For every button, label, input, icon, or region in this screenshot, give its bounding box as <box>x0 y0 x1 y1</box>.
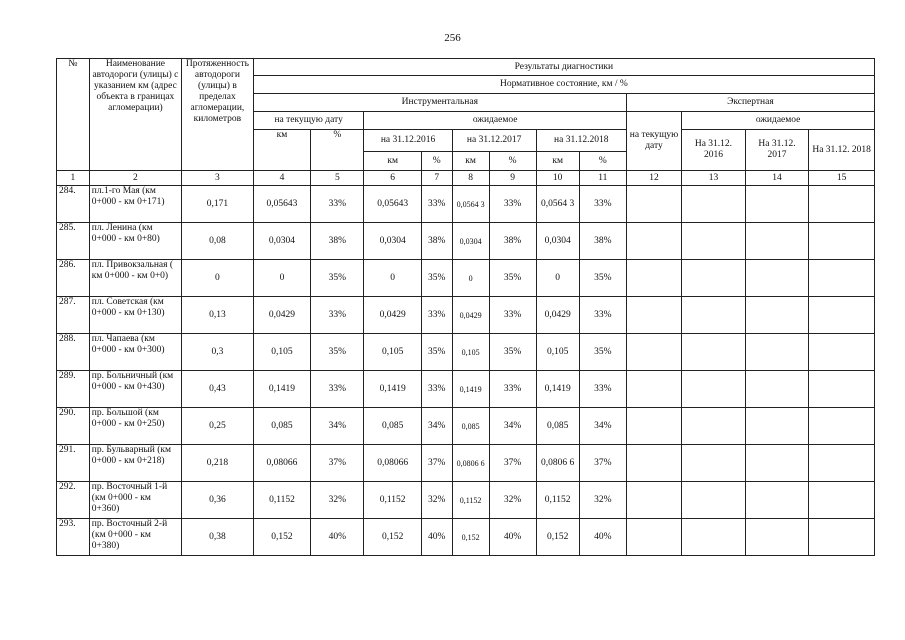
expert-cell <box>682 223 746 260</box>
header-normative: Нормативное состояние, км / % <box>253 76 874 94</box>
km-2016: 0,05643 <box>364 186 421 223</box>
expert-cell <box>809 223 875 260</box>
km-2018: 0 <box>536 260 579 297</box>
road-length: 0,171 <box>182 186 254 223</box>
row-number: 292. <box>57 482 90 519</box>
pct-2017: 37% <box>489 445 536 482</box>
col-number: 8 <box>452 171 489 186</box>
expert-cell <box>682 186 746 223</box>
road-name: пл. Чапаева (км 0+000 - км 0+300) <box>89 334 181 371</box>
pct-2017: 33% <box>489 297 536 334</box>
row-number: 285. <box>57 223 90 260</box>
pct-2016: 35% <box>421 260 452 297</box>
expert-cell <box>745 519 809 556</box>
col-number: 5 <box>311 171 364 186</box>
pct-2017: 35% <box>489 334 536 371</box>
header-name: Наименование автодороги (улицы) с указанием км (адрес объекта в границах агломерации) <box>89 59 181 171</box>
header-expert: Экспертная <box>626 94 874 112</box>
expert-cell <box>745 186 809 223</box>
expert-cell <box>682 260 746 297</box>
road-name: пл. Ленина (км 0+000 - км 0+80) <box>89 223 181 260</box>
expert-cell <box>626 482 681 519</box>
header-km: км <box>253 130 310 171</box>
km-2018: 0,1152 <box>536 482 579 519</box>
km-current: 0,0304 <box>253 223 310 260</box>
col-number: 12 <box>626 171 681 186</box>
expert-cell <box>682 445 746 482</box>
table-row <box>57 334 875 371</box>
expert-cell <box>682 519 746 556</box>
header-date-2017: на 31.12.2017 <box>452 130 536 152</box>
header-km-2017: км <box>452 152 489 171</box>
col-number: 9 <box>489 171 536 186</box>
table-row <box>57 260 875 297</box>
header-expert-current: на текущую дату <box>626 112 681 171</box>
col-number: 14 <box>745 171 809 186</box>
pct-2018: 34% <box>579 408 626 445</box>
expert-cell <box>809 186 875 223</box>
pct-2018: 33% <box>579 371 626 408</box>
expert-cell <box>745 260 809 297</box>
header-no: № <box>57 59 90 171</box>
col-number: 1 <box>57 171 90 186</box>
road-length: 0,25 <box>182 408 254 445</box>
pct-2018: 33% <box>579 186 626 223</box>
km-2018: 0,105 <box>536 334 579 371</box>
expert-cell <box>809 260 875 297</box>
diagnostics-table <box>56 58 875 556</box>
expert-cell <box>745 223 809 260</box>
expert-cell <box>682 297 746 334</box>
pct-current: 40% <box>311 519 364 556</box>
header-date-2018: на 31.12.2018 <box>536 130 626 152</box>
km-2018: 0,0304 <box>536 223 579 260</box>
km-2016: 0,1419 <box>364 371 421 408</box>
column-number-row <box>57 171 875 186</box>
pct-current: 37% <box>311 445 364 482</box>
km-2017: 0,085 <box>452 408 489 445</box>
pct-2016: 33% <box>421 371 452 408</box>
km-2016: 0,152 <box>364 519 421 556</box>
header-pct-2018: % <box>579 152 626 171</box>
expert-cell <box>745 297 809 334</box>
expert-cell <box>809 371 875 408</box>
pct-2018: 35% <box>579 334 626 371</box>
km-2018: 0,085 <box>536 408 579 445</box>
header-pct: % <box>311 130 364 171</box>
expert-cell <box>682 408 746 445</box>
km-2017: 0,0429 <box>452 297 489 334</box>
km-current: 0,152 <box>253 519 310 556</box>
row-number: 284. <box>57 186 90 223</box>
table-row <box>57 186 875 223</box>
table-row <box>57 408 875 445</box>
pct-2017: 33% <box>489 371 536 408</box>
header-exp-2017: На 31.12. 2017 <box>745 130 809 171</box>
road-length: 0,3 <box>182 334 254 371</box>
col-number: 15 <box>809 171 875 186</box>
km-current: 0,1152 <box>253 482 310 519</box>
header-date-2016: на 31.12.2016 <box>364 130 452 152</box>
pct-current: 35% <box>311 334 364 371</box>
pct-2017: 34% <box>489 408 536 445</box>
km-2018: 0,152 <box>536 519 579 556</box>
expert-cell <box>626 297 681 334</box>
expert-cell <box>682 482 746 519</box>
km-2016: 0,085 <box>364 408 421 445</box>
road-name: пр. Бульварный (км 0+000 - км 0+218) <box>89 445 181 482</box>
road-length: 0,38 <box>182 519 254 556</box>
road-name: пл. Привокзальная ( км 0+000 - км 0+0) <box>89 260 181 297</box>
expert-cell <box>745 334 809 371</box>
row-number: 293. <box>57 519 90 556</box>
pct-2016: 33% <box>421 297 452 334</box>
table-row <box>57 371 875 408</box>
expert-cell <box>745 482 809 519</box>
km-2018: 0,1419 <box>536 371 579 408</box>
pct-2017: 32% <box>489 482 536 519</box>
road-length: 0,43 <box>182 371 254 408</box>
expert-cell <box>626 445 681 482</box>
km-current: 0,05643 <box>253 186 310 223</box>
col-number: 2 <box>89 171 181 186</box>
col-number: 3 <box>182 171 254 186</box>
expert-cell <box>809 445 875 482</box>
header-expert-expected: ожидаемое <box>682 112 875 130</box>
km-2017: 0,0304 <box>452 223 489 260</box>
table-row <box>57 482 875 519</box>
km-current: 0 <box>253 260 310 297</box>
km-2016: 0,08066 <box>364 445 421 482</box>
km-2018: 0,0429 <box>536 297 579 334</box>
pct-2018: 33% <box>579 297 626 334</box>
expert-cell <box>626 334 681 371</box>
km-2017: 0,1152 <box>452 482 489 519</box>
header-km-2018: км <box>536 152 579 171</box>
pct-2016: 37% <box>421 445 452 482</box>
km-2016: 0,0429 <box>364 297 421 334</box>
pct-2016: 38% <box>421 223 452 260</box>
col-number: 6 <box>364 171 421 186</box>
header-expected: ожидаемое <box>364 112 626 130</box>
pct-current: 33% <box>311 371 364 408</box>
row-number: 291. <box>57 445 90 482</box>
pct-2016: 33% <box>421 186 452 223</box>
expert-cell <box>809 334 875 371</box>
header-km-2016: км <box>364 152 421 171</box>
pct-2018: 38% <box>579 223 626 260</box>
pct-2017: 40% <box>489 519 536 556</box>
pct-current: 35% <box>311 260 364 297</box>
col-number: 10 <box>536 171 579 186</box>
header-current-date: на текущую дату <box>253 112 364 130</box>
km-current: 0,085 <box>253 408 310 445</box>
header-exp-2018: На 31.12. 2018 <box>809 130 875 171</box>
km-2017: 0 <box>452 260 489 297</box>
expert-cell <box>809 482 875 519</box>
header-instrumental: Инструментальная <box>253 94 626 112</box>
table-row <box>57 223 875 260</box>
km-2017: 0,0564 3 <box>452 186 489 223</box>
header-results: Результаты диагностики <box>253 59 874 76</box>
road-name: пр. Больничный (км 0+000 - км 0+430) <box>89 371 181 408</box>
pct-current: 34% <box>311 408 364 445</box>
km-2018: 0,0806 6 <box>536 445 579 482</box>
col-number: 11 <box>579 171 626 186</box>
road-length: 0 <box>182 260 254 297</box>
road-length: 0,08 <box>182 223 254 260</box>
expert-cell <box>626 260 681 297</box>
expert-cell <box>809 408 875 445</box>
pct-2016: 32% <box>421 482 452 519</box>
pct-current: 33% <box>311 297 364 334</box>
km-current: 0,0429 <box>253 297 310 334</box>
pct-2016: 35% <box>421 334 452 371</box>
km-2016: 0 <box>364 260 421 297</box>
header-exp-2016: На 31.12. 2016 <box>682 130 746 171</box>
road-length: 0,13 <box>182 297 254 334</box>
expert-cell <box>745 371 809 408</box>
expert-cell <box>745 445 809 482</box>
km-2016: 0,1152 <box>364 482 421 519</box>
expert-cell <box>626 223 681 260</box>
pct-2017: 38% <box>489 223 536 260</box>
pct-2018: 32% <box>579 482 626 519</box>
road-name: пр. Восточный 1-й (км 0+000 - км 0+360) <box>89 482 181 519</box>
expert-cell <box>626 186 681 223</box>
header-pct-2017: % <box>489 152 536 171</box>
km-2017: 0,105 <box>452 334 489 371</box>
row-number: 287. <box>57 297 90 334</box>
header-pct-2016: % <box>421 152 452 171</box>
pct-2018: 37% <box>579 445 626 482</box>
row-number: 286. <box>57 260 90 297</box>
pct-2017: 33% <box>489 186 536 223</box>
header-length: Протяженность автодороги (улицы) в пределах агломерации, километров <box>182 59 254 171</box>
expert-cell <box>626 371 681 408</box>
km-current: 0,08066 <box>253 445 310 482</box>
km-current: 0,105 <box>253 334 310 371</box>
row-number: 289. <box>57 371 90 408</box>
road-length: 0,36 <box>182 482 254 519</box>
road-name: пл.1-го Мая (км 0+000 - км 0+171) <box>89 186 181 223</box>
table-row <box>57 297 875 334</box>
row-number: 288. <box>57 334 90 371</box>
expert-cell <box>745 408 809 445</box>
road-name: пл. Советская (км 0+000 - км 0+130) <box>89 297 181 334</box>
col-number: 13 <box>682 171 746 186</box>
road-length: 0,218 <box>182 445 254 482</box>
km-2016: 0,0304 <box>364 223 421 260</box>
pct-2017: 35% <box>489 260 536 297</box>
pct-2018: 35% <box>579 260 626 297</box>
pct-current: 38% <box>311 223 364 260</box>
expert-cell <box>809 519 875 556</box>
pct-2018: 40% <box>579 519 626 556</box>
expert-cell <box>809 297 875 334</box>
page-number: 256 <box>444 32 461 44</box>
road-name: пр. Большой (км 0+000 - км 0+250) <box>89 408 181 445</box>
pct-current: 33% <box>311 186 364 223</box>
row-number: 290. <box>57 408 90 445</box>
road-name: пр. Восточный 2-й (км 0+000 - км 0+380) <box>89 519 181 556</box>
col-number: 7 <box>421 171 452 186</box>
expert-cell <box>682 334 746 371</box>
km-current: 0,1419 <box>253 371 310 408</box>
pct-2016: 40% <box>421 519 452 556</box>
km-2017: 0,1419 <box>452 371 489 408</box>
km-2018: 0,0564 3 <box>536 186 579 223</box>
km-2017: 0,0806 6 <box>452 445 489 482</box>
table-row <box>57 445 875 482</box>
expert-cell <box>626 408 681 445</box>
table-row <box>57 519 875 556</box>
expert-cell <box>626 519 681 556</box>
km-2016: 0,105 <box>364 334 421 371</box>
km-2017: 0,152 <box>452 519 489 556</box>
col-number: 4 <box>253 171 310 186</box>
pct-current: 32% <box>311 482 364 519</box>
pct-2016: 34% <box>421 408 452 445</box>
expert-cell <box>682 371 746 408</box>
